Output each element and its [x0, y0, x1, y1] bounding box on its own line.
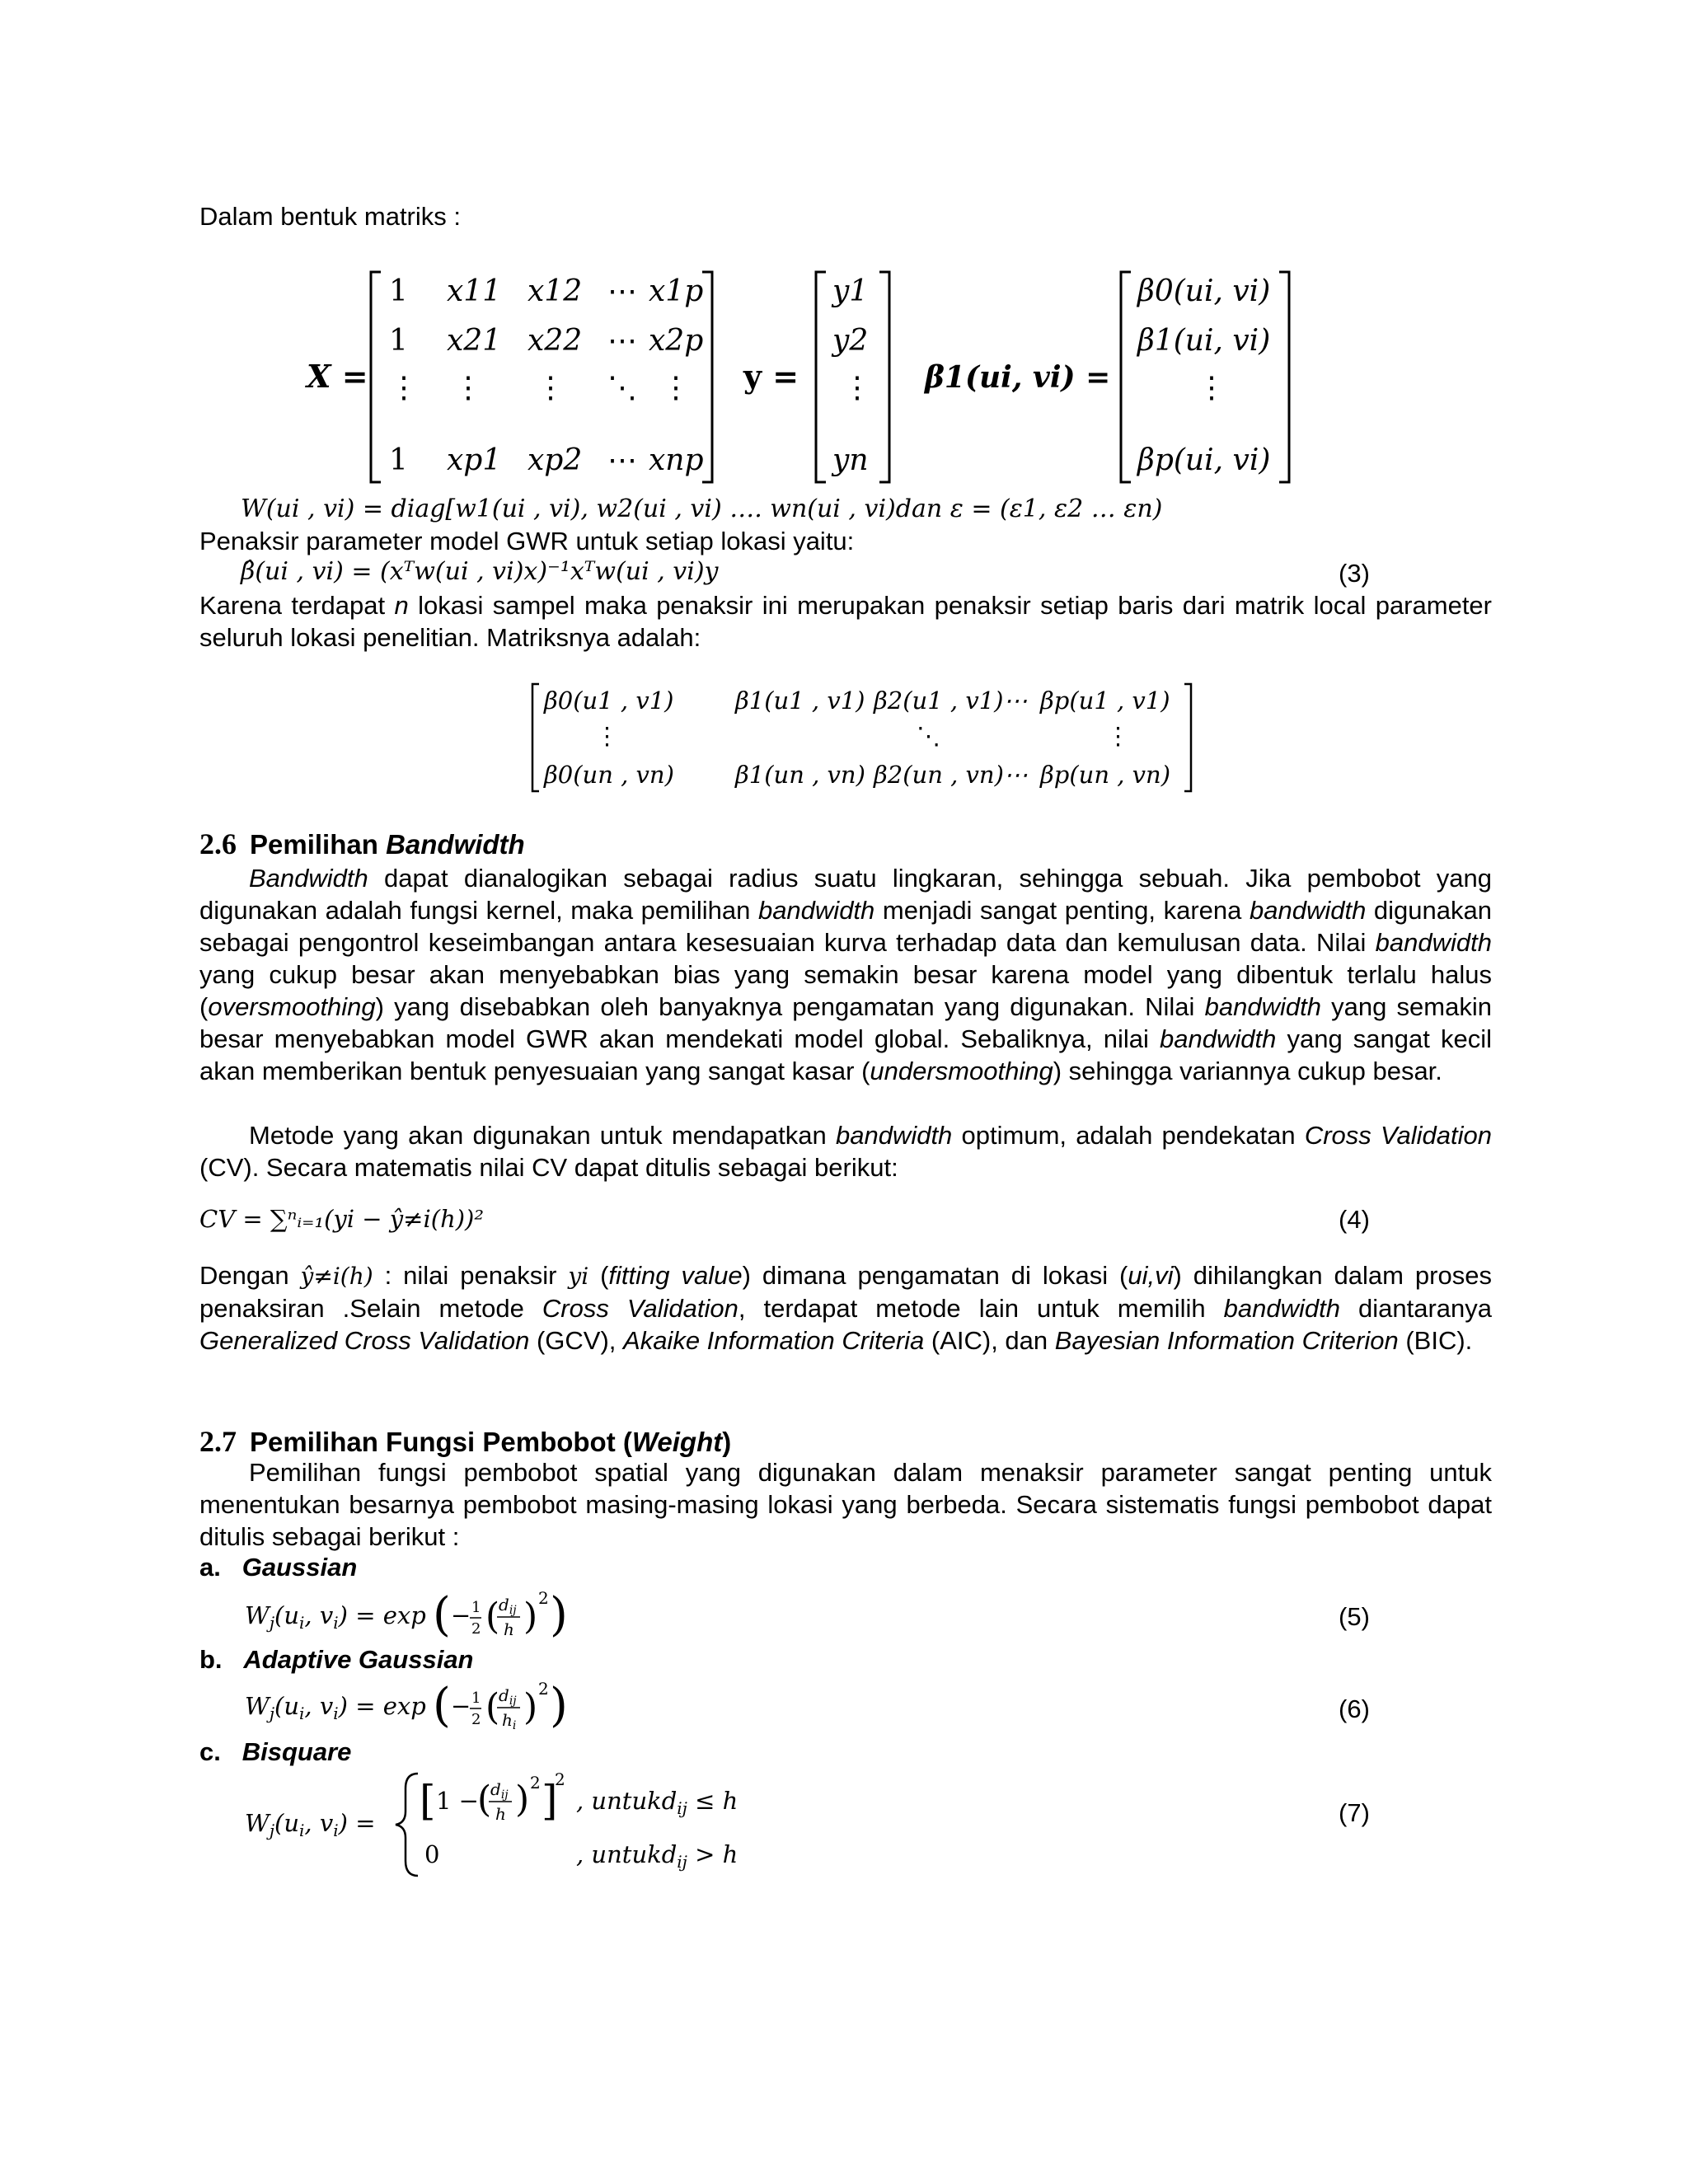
bisquare-formula — [245, 1764, 822, 1879]
svg-text:, untukdij > h: , untukd$_{ij}$ > h — [576, 1840, 738, 1872]
matrix-entries — [543, 687, 1170, 789]
section-title-end: ) — [722, 1427, 732, 1457]
text-run: Bayesian Information Criterion — [1054, 1326, 1399, 1355]
text-run: yang semakin besar menyebabkan model GWR akan mendekati model global. Sebaliknya, nilai — [199, 992, 1492, 1053]
beta-right-bracket — [1279, 272, 1289, 482]
svg-text:Wj(ui, vi) =: $W_j(u_i$, $v_i$) = — [245, 1809, 376, 1840]
text-run: ) dimana pengamatan di lokasi ( — [742, 1261, 1128, 1290]
svg-text:2: 2 — [471, 1711, 481, 1728]
text-run: ŷ≠i(h) — [300, 1263, 373, 1290]
section-2-7-paragraph: Pemilihan fungsi pembobot spatial yang digunakan dalam menaksir parameter sangat penting untuk menentukan besarnya pembobot masing-masing lokasi yang berbeda. Secara sistematis fungsi pembobot dapat ditulis sebagai berikut : — [199, 1458, 1492, 1551]
list-letter: a. — [199, 1553, 221, 1582]
section-title: Pemilihan Fungsi Pembobot ( — [250, 1427, 632, 1457]
estimator-formula: β̂(ui , vi) = (xᵀw(ui , vi)x)⁻¹xᵀw(ui , vi)y — [241, 557, 719, 586]
x-cell: ⋮ — [661, 371, 691, 405]
text-run: dapat dianalogikan sebagai radius suatu lingkaran, sehingga sebuah. Jika pembobot yang digunakan adalah fungsi kernel, maka pemilihan — [199, 864, 1492, 925]
x-cell: ⋯ — [607, 324, 637, 358]
x-left-bracket — [371, 272, 381, 482]
list-item-gaussian — [199, 1553, 357, 1582]
list-name: Bisquare — [241, 1737, 352, 1766]
text-run: Metode yang akan digunakan untuk mendapatkan — [249, 1121, 836, 1150]
x-cell: 1 — [389, 274, 408, 308]
list-letter: c. — [199, 1737, 221, 1766]
text-run: bandwidth — [757, 896, 875, 925]
matrix-cell: β1(un , vn) — [735, 761, 865, 789]
text-run: yi — [568, 1263, 589, 1290]
x-cell: x1p — [649, 274, 704, 308]
svg-text:2: 2 — [530, 1773, 541, 1793]
svg-text:, untukdij ≤ h: , untukd$_{ij}$ ≤ h — [576, 1787, 738, 1818]
svg-text:2: 2 — [471, 1620, 481, 1638]
beta-vector-entries — [1136, 274, 1270, 477]
section-title-italic: Bandwidth — [386, 829, 525, 860]
left-bracket — [532, 684, 539, 791]
svg-text:[: [ — [420, 1777, 436, 1825]
section-heading-2-6 — [199, 827, 525, 861]
x-matrix-label: X = — [307, 358, 368, 395]
x-cell: xnp — [649, 443, 704, 477]
x-cell: x21 — [447, 324, 502, 358]
text-run: ( — [588, 1261, 609, 1290]
svg-text:1: 1 — [471, 1690, 481, 1707]
matrix-cell: β0(un , vn) — [544, 761, 674, 789]
text-run: lokasi sampel maka penaksir ini merupakan penaksir setiap baris dari matrik local parameter seluruh lokasi penelitian. Matriksnya adalah: — [199, 591, 1492, 652]
matrix-cell: β0(u1 , v1) — [544, 687, 674, 715]
svg-text:): ) — [523, 1686, 538, 1728]
text-run: , terdapat metode lain untuk memilih — [738, 1294, 1224, 1323]
y-cell: y2 — [832, 324, 869, 358]
text-run: ) yang disebabkan oleh banyaknya pengamatan yang digunakan. Nilai — [375, 992, 1205, 1021]
x-cell: xp1 — [447, 443, 502, 477]
x-cell: ⋮ — [453, 371, 483, 405]
gaussian-formula — [245, 1581, 657, 1648]
x-cell: x11 — [447, 274, 502, 308]
curly-brace — [396, 1774, 418, 1876]
text-run: bandwidth — [835, 1121, 953, 1150]
matrix-cell: ⋱ — [917, 722, 940, 750]
matrix-cell: β2(u1 , v1)⋯ — [874, 687, 1028, 715]
y-cell: ⋮ — [842, 371, 872, 405]
right-bracket — [1184, 684, 1191, 791]
beta-vector-label: β1(ui, vi) = — [925, 360, 1111, 395]
y-left-bracket — [816, 272, 826, 482]
beta-cell: β1(ui, vi) — [1137, 324, 1271, 358]
svg-text:): ) — [523, 1596, 538, 1638]
matrix-cell: β1(u1 , v1) — [735, 687, 865, 715]
text-run: (AIC), dan — [924, 1326, 1055, 1355]
text-run: (GCV), — [529, 1326, 624, 1355]
text-run: : nilai penaksir — [373, 1261, 569, 1290]
svg-text:): ) — [550, 1679, 568, 1732]
x-cell: 1 — [389, 443, 408, 477]
text-run: digunakan sebagai pengontrol keseimbangan antara kesesuaian kurva terhadap data dan kemulusan data. Nilai — [199, 896, 1492, 957]
svg-text:hi: $h_i$ — [502, 1710, 517, 1732]
x-cell: ⋯ — [607, 274, 637, 308]
equation-number: (7) — [1339, 1798, 1370, 1827]
text-run: fitting value — [608, 1261, 743, 1290]
adaptive-gaussian-formula — [245, 1671, 657, 1741]
x-cell: ⋯ — [607, 443, 637, 477]
local-parameter-matrix — [529, 680, 1205, 795]
matrix-cell: ⋮ — [1106, 722, 1130, 750]
text-run: Karena terdapat — [199, 591, 386, 620]
text-run: bandwidth — [1160, 1024, 1277, 1053]
text-run: Akaike Information Criteria — [623, 1326, 925, 1355]
text-run: Cross Validation — [542, 1294, 738, 1323]
beta-cell: β0(ui, vi) — [1137, 274, 1271, 308]
text-run: Bandwidth — [249, 864, 368, 893]
x-matrix-entries — [389, 274, 704, 477]
matrix-intro: Dalam bentuk matriks : — [199, 202, 461, 231]
text-run: oversmoothing — [208, 992, 376, 1021]
svg-text:−: − — [451, 1692, 471, 1720]
section-number: 2.7 — [199, 1425, 237, 1458]
matrix-cell: βp(u1 , v1) — [1040, 687, 1170, 715]
list-name: Gaussian — [241, 1553, 358, 1582]
weight-matrix-definition: W(ui , vi) = diag[w1(ui , vi), w2(ui , vi) …. wn(ui , vi)dan ε = (ε1, ε2 … εn) — [241, 494, 1163, 523]
cv-formula: CV = ∑ⁿᵢ₌₁(yi − ŷ≠i(h))² — [199, 1205, 484, 1233]
svg-text:): ) — [550, 1588, 568, 1642]
svg-text:Wj(ui, vi) = exp: $W_j(u_i$, $v_i) = \exp$ — [245, 1692, 426, 1723]
equation-number: (5) — [1339, 1602, 1370, 1631]
svg-text:]: ] — [542, 1777, 558, 1825]
list-letter: b. — [199, 1645, 223, 1674]
text-run: bandwidth — [1204, 992, 1321, 1021]
matrix-cell: ⋮ — [595, 722, 619, 750]
y-vector-entries — [831, 274, 872, 477]
x-cell: 1 — [389, 324, 408, 358]
beta-left-bracket — [1121, 272, 1131, 482]
svg-text:1: 1 — [471, 1599, 481, 1616]
equation-number: (6) — [1339, 1694, 1370, 1723]
text-run: undersmoothing — [870, 1057, 1053, 1085]
svg-text:h: h — [495, 1804, 506, 1824]
estimator-paragraph — [199, 589, 1492, 654]
text-run: bandwidth — [1249, 896, 1367, 925]
text-run: ui,vi — [1128, 1261, 1174, 1290]
text-run: Dengan — [199, 1261, 301, 1290]
svg-text:dij: $d_{ij}$ — [499, 1595, 517, 1617]
matrix-cell: βp(un , vn) — [1040, 761, 1171, 789]
svg-text:(: ( — [477, 1779, 492, 1821]
section-2-6-paragraph-2 — [199, 1119, 1492, 1183]
y-cell: yn — [832, 443, 869, 477]
text-run: (CV). Secara matematis nilai CV dapat ditulis sebagai berikut: — [199, 1153, 898, 1182]
text-run: Generalized Cross Validation — [199, 1326, 530, 1355]
text-run: menjadi sangat penting, karena — [874, 896, 1250, 925]
text-run: n — [394, 591, 409, 620]
equation-number: (4) — [1339, 1205, 1370, 1234]
text-run: Cross Validation — [1304, 1121, 1493, 1150]
x-cell: x2p — [649, 324, 704, 358]
svg-text:(: ( — [433, 1588, 451, 1642]
svg-text:Wj(ui, vi) = exp: $W_j(u_i$, $v_i) = \exp$ — [245, 1601, 426, 1633]
x-cell: xp2 — [528, 443, 583, 477]
list-name: Adaptive Gaussian — [243, 1645, 474, 1674]
section-heading-2-7 — [199, 1424, 731, 1459]
x-cell: ⋱ — [607, 371, 637, 405]
section-2-6-paragraph-3 — [199, 1259, 1492, 1357]
x-cell: ⋮ — [536, 371, 565, 405]
list-item-adaptive-gaussian — [199, 1645, 474, 1675]
x-cell: ⋮ — [389, 371, 419, 405]
svg-text:dij: $d_{ij}$ — [490, 1779, 509, 1802]
text-run: bandwidth — [1223, 1294, 1340, 1323]
text-run: yang cukup besar akan menyebabkan bias yang semakin besar karena model yang dibentuk terlalu halus ( — [199, 960, 1492, 1021]
section-title-italic: Weight — [631, 1427, 723, 1457]
equation-number: (3) — [1339, 559, 1370, 588]
section-2-6-paragraph-1 — [199, 862, 1492, 1087]
svg-text:h: h — [504, 1619, 514, 1639]
text-run: (BIC). — [1398, 1326, 1473, 1355]
text-run: optimum, adalah pendekatan — [952, 1121, 1305, 1150]
svg-text:2: 2 — [555, 1769, 565, 1789]
svg-text:(: ( — [485, 1686, 500, 1728]
svg-text:1 −: 1 − — [436, 1787, 479, 1815]
svg-text:): ) — [515, 1779, 530, 1821]
section-title: Pemilihan — [250, 829, 378, 860]
y-vector-label: y = — [743, 358, 799, 395]
svg-text:0: 0 — [424, 1840, 440, 1868]
matrix-cell: β2(un , vn)⋯ — [874, 761, 1028, 789]
svg-text:2: 2 — [538, 1679, 549, 1699]
svg-text:(: ( — [433, 1679, 451, 1732]
text-run: ) dihilangkan dalam proses penaksiran .Selain metode — [199, 1261, 1492, 1323]
x-cell: x12 — [528, 274, 583, 308]
x-cell: x22 — [528, 324, 583, 358]
svg-text:−: − — [451, 1601, 471, 1629]
text-run: diantaranya — [1339, 1294, 1492, 1323]
estimator-intro: Penaksir parameter model GWR untuk setiap lokasi yaitu: — [199, 527, 855, 555]
svg-text:(: ( — [485, 1596, 500, 1638]
text-run: bandwidth — [1375, 928, 1492, 957]
text-run: yang sangat kecil akan memberikan bentuk penyesuaian yang sangat kasar ( — [199, 1024, 1492, 1085]
text-run: ) sehingga variannya cukup besar. — [1053, 1057, 1442, 1085]
beta-cell: ⋮ — [1197, 371, 1226, 405]
section-number: 2.6 — [199, 827, 237, 860]
matrix-block — [265, 264, 1436, 494]
list-item-bisquare — [199, 1737, 351, 1767]
y-cell: y1 — [832, 274, 869, 308]
x-right-bracket — [702, 272, 712, 482]
y-right-bracket — [879, 272, 889, 482]
svg-text:2: 2 — [538, 1588, 549, 1608]
beta-cell: βp(ui, vi) — [1137, 443, 1271, 477]
svg-text:dij: $d_{ij}$ — [499, 1685, 517, 1708]
